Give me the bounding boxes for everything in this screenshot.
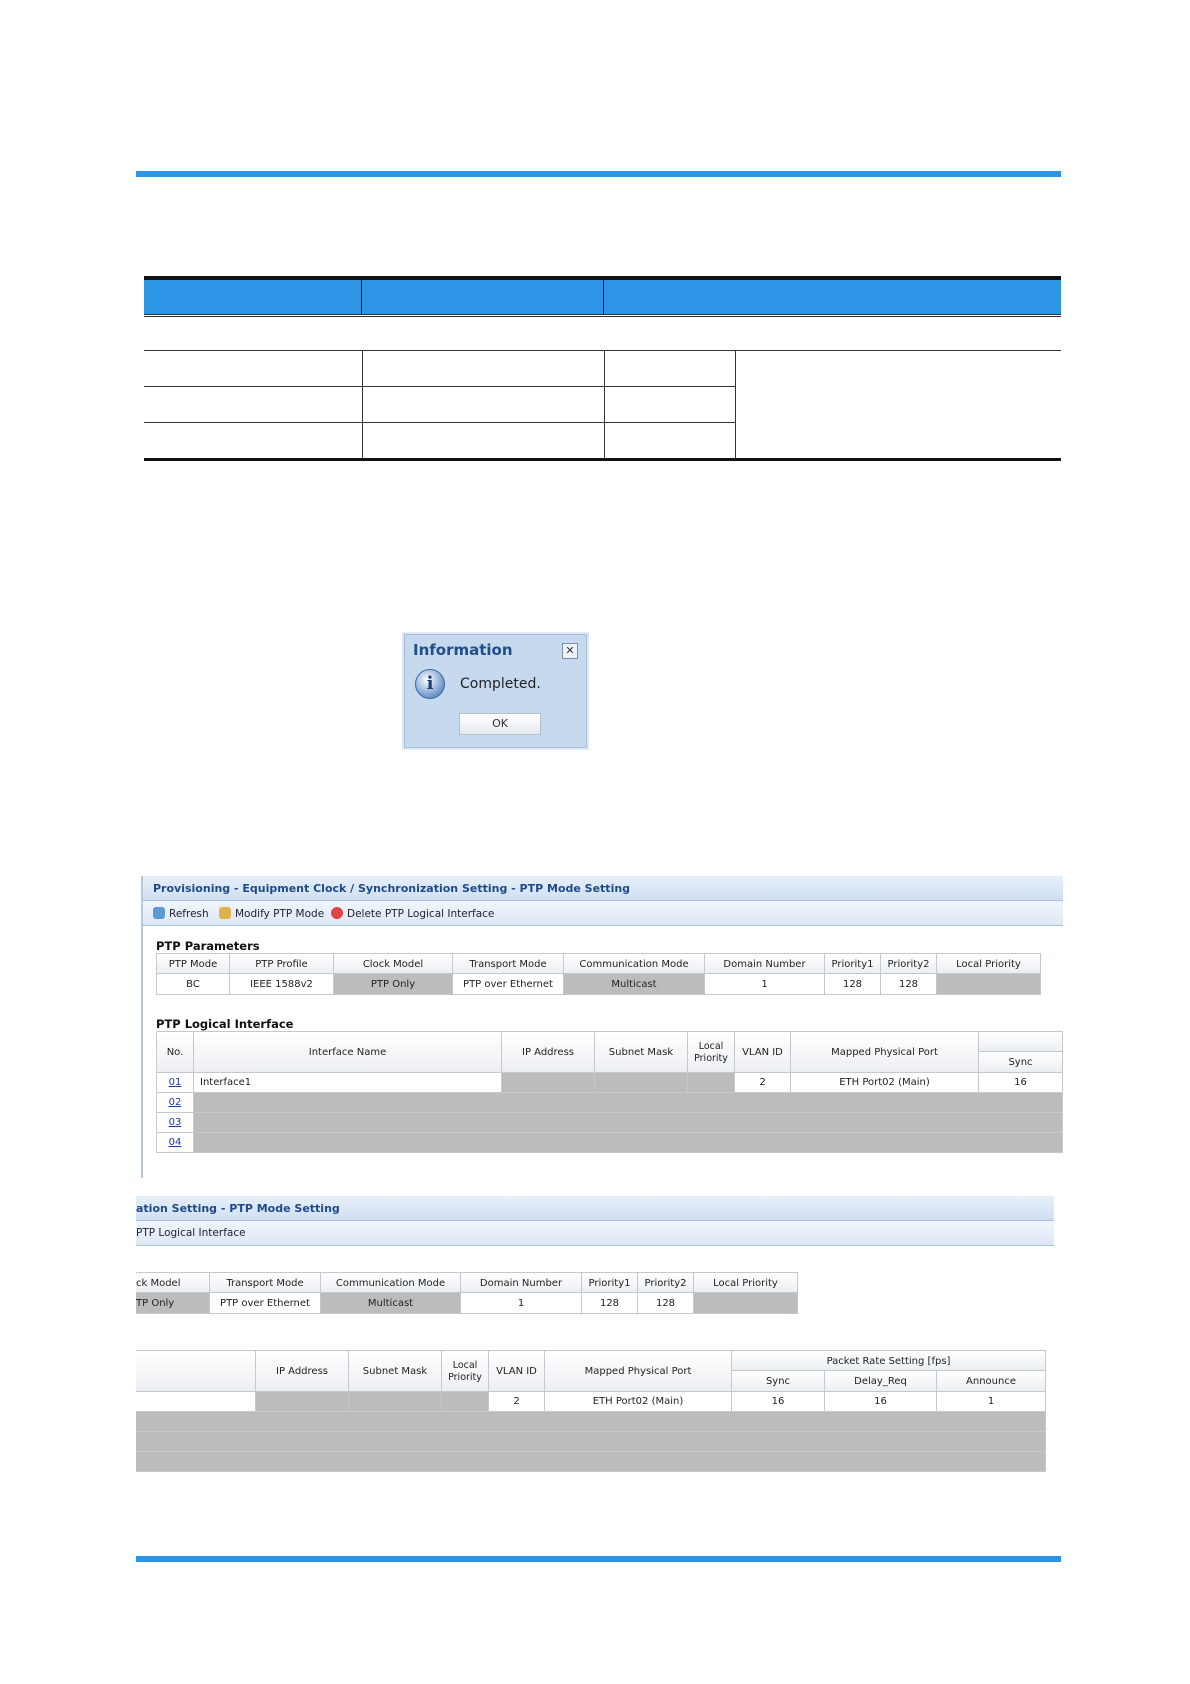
header-announce: Announce	[937, 1371, 1046, 1392]
ptp-parameters-heading: PTP Parameters	[156, 939, 260, 953]
row-01-mapped-port: ETH Port02 (Main)	[545, 1392, 732, 1412]
header-sync: Sync	[979, 1052, 1063, 1073]
header-local-priority: Local Priority	[688, 1031, 735, 1073]
header-priority1: Priority1	[825, 953, 881, 974]
ok-button[interactable]: OK	[459, 713, 541, 735]
header-vlan-id: VLAN ID	[735, 1031, 791, 1073]
value-ptp-mode: BC	[156, 974, 230, 995]
info-icon: i	[415, 669, 445, 699]
header-ip-address: IP Address	[256, 1350, 349, 1392]
header-mapped-port: Mapped Physical Port	[791, 1031, 979, 1073]
toolbar	[143, 901, 1063, 926]
header-ptp-mode: PTP Mode	[156, 953, 230, 974]
header-packet-rate: Packet Rate Setting [fps]	[732, 1350, 1046, 1371]
header-sync: Sync	[732, 1371, 825, 1392]
row-02-disabled	[194, 1093, 1063, 1113]
row-04-no[interactable]: 04	[156, 1133, 194, 1153]
footer-rule	[136, 1556, 1061, 1562]
value-priority2: 128	[881, 974, 937, 995]
ptp-mode-window	[141, 876, 1063, 1178]
value-clock-model: PTP Only	[334, 974, 453, 995]
dialog-message: Completed.	[460, 676, 541, 692]
header-priority1: Priority1	[582, 1272, 638, 1293]
value-clock-model: TP Only	[136, 1293, 210, 1314]
value-priority2: 128	[638, 1293, 694, 1314]
row-02-no[interactable]: 02	[156, 1093, 194, 1113]
header-delay-req: Delay_Req	[825, 1371, 937, 1392]
modify-ptp-mode-button[interactable]	[219, 907, 324, 920]
header-communication-mode: Communication Mode	[321, 1272, 461, 1293]
row-01-subnet-mask	[595, 1073, 688, 1093]
window-title: Provisioning - Equipment Clock / Synchronization Setting - PTP Mode Setting	[153, 882, 631, 895]
header-rule	[136, 171, 1061, 177]
header-clock-model: Clock Model	[334, 953, 453, 974]
delete-interface-button[interactable]	[331, 907, 494, 920]
window-title-bar	[143, 876, 1063, 901]
value-communication-mode: Multicast	[564, 974, 705, 995]
header-local-priority: Local Priority	[442, 1350, 489, 1392]
row-03-disabled	[136, 1432, 1046, 1452]
header-clock-model: ck Model	[136, 1272, 210, 1293]
header-domain-number: Domain Number	[461, 1272, 582, 1293]
row-01-vlan-id: 2	[489, 1392, 545, 1412]
refresh-label: Refresh	[169, 908, 209, 920]
header-subnet-mask: Subnet Mask	[595, 1031, 688, 1073]
ptp-mode-window-cropped	[136, 1196, 1054, 1476]
refresh-button[interactable]	[153, 907, 209, 920]
value-local-priority	[694, 1293, 798, 1314]
row-04-disabled	[136, 1452, 1046, 1472]
header-subnet-mask: Subnet Mask	[349, 1350, 442, 1392]
row-02-disabled	[136, 1412, 1046, 1432]
row-01-sync: 16	[979, 1073, 1063, 1093]
modify-label: Modify PTP Mode	[235, 908, 325, 920]
value-ptp-profile: IEEE 1588v2	[230, 974, 334, 995]
header-local-priority: Local Priority	[694, 1272, 798, 1293]
header-no: No.	[156, 1031, 194, 1073]
row-01-no[interactable]: 01	[156, 1073, 194, 1093]
value-communication-mode: Multicast	[321, 1293, 461, 1314]
window-title-bar-cropped	[136, 1196, 1054, 1221]
row-01-ip-address	[256, 1392, 349, 1412]
value-priority1: 128	[825, 974, 881, 995]
delete-label: Delete PTP Logical Interface	[347, 908, 495, 920]
header-transport-mode: Transport Mode	[453, 953, 564, 974]
row-01-mapped-port: ETH Port02 (Main)	[791, 1073, 979, 1093]
row-01-delay-req: 16	[825, 1392, 937, 1412]
row-01-sync: 16	[732, 1392, 825, 1412]
header-ptp-profile: PTP Profile	[230, 953, 334, 974]
header-vlan-id: VLAN ID	[489, 1350, 545, 1392]
value-domain-number: 1	[461, 1293, 582, 1314]
information-dialog	[404, 634, 587, 748]
row-01-local-priority	[442, 1392, 489, 1412]
header-local-priority: Local Priority	[937, 953, 1041, 974]
delete-icon	[331, 907, 343, 919]
header-domain-number: Domain Number	[705, 953, 825, 974]
row-01-interface-name: Interface1	[194, 1073, 502, 1093]
row-01-interface-name-cut	[136, 1392, 256, 1412]
header-priority2: Priority2	[638, 1272, 694, 1293]
row-03-disabled	[194, 1113, 1063, 1133]
ptp-logical-interface-heading: PTP Logical Interface	[156, 1017, 294, 1031]
window-title-fragment: ation Setting - PTP Mode Setting	[136, 1202, 340, 1215]
row-01-ip-address	[502, 1073, 595, 1093]
value-priority1: 128	[582, 1293, 638, 1314]
value-domain-number: 1	[705, 974, 825, 995]
row-03-no[interactable]: 03	[156, 1113, 194, 1133]
header-communication-mode: Communication Mode	[564, 953, 705, 974]
header-interface-name: Interface Name	[194, 1031, 502, 1073]
header-transport-mode: Transport Mode	[210, 1272, 321, 1293]
header-packet-rate-cut	[979, 1031, 1063, 1052]
row-01-announce: 1	[937, 1392, 1046, 1412]
value-local-priority	[937, 974, 1041, 995]
value-transport-mode: PTP over Ethernet	[453, 974, 564, 995]
close-icon[interactable]: ✕	[562, 643, 578, 659]
value-transport-mode: PTP over Ethernet	[210, 1293, 321, 1314]
gear-icon	[219, 907, 231, 919]
toolbar-cropped	[136, 1221, 1054, 1246]
header-mapped-port: Mapped Physical Port	[545, 1350, 732, 1392]
table-header-row	[144, 276, 1061, 315]
row-01-subnet-mask	[349, 1392, 442, 1412]
header-interface-name-cut	[136, 1350, 256, 1392]
header-priority2: Priority2	[881, 953, 937, 974]
row-01-vlan-id: 2	[735, 1073, 791, 1093]
delete-interface-button[interactable]: PTP Logical Interface	[136, 1227, 246, 1239]
row-04-disabled	[194, 1133, 1063, 1153]
header-ip-address: IP Address	[502, 1031, 595, 1073]
dialog-title: Information	[413, 641, 513, 659]
refresh-icon	[153, 907, 165, 919]
row-01-local-priority	[688, 1073, 735, 1093]
